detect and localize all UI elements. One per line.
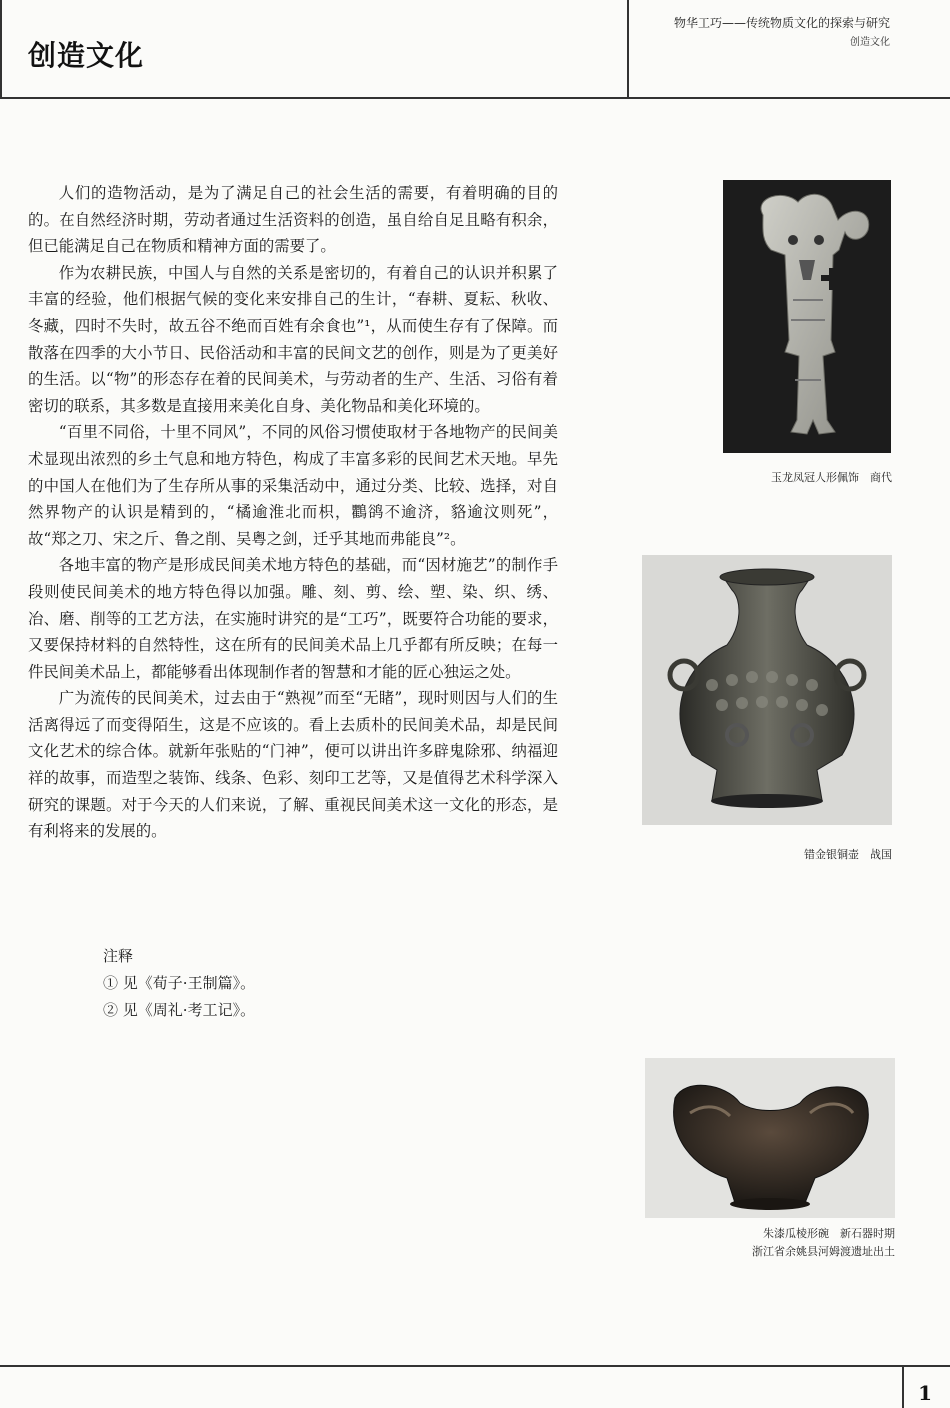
figure-caption: 错金银铜壶 战国 (804, 848, 892, 861)
figure-caption: 玉龙凤冠人形佩饰 商代 (771, 471, 892, 484)
figure-caption: 朱漆瓜棱形碗 新石器时期 (763, 1227, 895, 1240)
paragraph: 各地丰富的物产是形成民间美术地方特色的基础，而“因材施艺”的制作手段则使民间美术的地方特色得以加强。雕、刻、剪、绘、塑、染、织、绣、冶、磨、削等的工艺方法，在实施时讲究的是“工巧”，既要符合功能的要求，又要保持材料的自然特性，这在所有的民间美术品上几乎都有所反映；在每一件民间美术品上，都能够看出体现制作者的智慧和才能的匠心独运之处。 (28, 556, 558, 681)
note-item (103, 997, 255, 1024)
footnotes (103, 943, 255, 1024)
header-divider (627, 0, 629, 98)
paragraph: 作为农耕民族，中国人与自然的关系是密切的，有着自己的认识并积累了丰富的经验，他们根据气候的变化来安排自己的生计，“春耕、夏耘、秋收、冬藏，四时不失时，故五谷不绝而百姓有余食也”¹，从而使生存有了保障。而散落在四季的大小节日、民俗活动和丰富的民间文艺的创作，则是为了更美好的生活。以“物”的形态存在着的民间美术，与劳动者的生产、生活、习俗有着密切的联系，其多数是直接用来美化自身、美化物品和美化环境的。 (28, 263, 558, 415)
note-text: 见《周礼·考工记》。 (122, 1001, 256, 1019)
note-marker: ① (103, 974, 119, 992)
notes-heading: 注释 (103, 947, 134, 965)
lacquer-bowl-image (645, 1058, 895, 1218)
figure-lacquer-bowl (645, 1058, 895, 1218)
figure-bronze-pot (642, 555, 892, 825)
note-text: 见《荀子·王制篇》。 (122, 974, 256, 992)
page-number: 1 (918, 1381, 932, 1405)
paragraph: 人们的造物活动，是为了满足自己的社会生活的需要，有着明确的目的的。在自然经济时期，劳动者通过生活资料的创造，虽自给自足且略有积余，但已能满足自己在物质和精神方面的需要了。 (28, 184, 558, 256)
note-item (103, 970, 255, 997)
series-title: 物华工巧——传统物质文化的探索与研究 (673, 16, 890, 30)
figure-jade-pendant (723, 180, 891, 453)
figure-caption-location: 浙江省余姚县河姆渡遗址出土 (752, 1245, 895, 1258)
footer-rule (0, 1365, 950, 1367)
note-marker: ② (103, 1001, 119, 1019)
header-left-edge (0, 0, 2, 98)
paragraph: “百里不同俗，十里不同风”，不同的风俗习惯使取材于各地物产的民间美术显现出浓烈的乡土气息和地方特色，构成了丰富多彩的民间艺术天地。早先的中国人在他们为了生存所从事的采集活动中，通过分类、比较、选择，对自然界物产的认识是精到的，“橘逾淮北而枳，鸜鹆不逾济，貉逾汶则死”，故“郑之刀、宋之斤、鲁之削、吴粤之剑，迁乎其地而弗能良”²。 (28, 423, 558, 548)
article-body (28, 180, 558, 845)
footer-divider (902, 1365, 904, 1408)
bronze-pot-image (642, 555, 892, 825)
jade-pendant-image (723, 180, 891, 453)
paragraph: 广为流传的民间美术，过去由于“熟视”而至“无睹”，现时则因与人们的生活离得远了而变得陌生，这是不应该的。看上去质朴的民间美术品，却是民间文化艺术的综合体。就新年张贴的“门神”，便可以讲出许多辟鬼除邪、纳福迎祥的故事，而造型之装饰、线条、色彩、刻印工艺等，又是值得艺术科学深入研究的课题。对于今天的人们来说，了解、重视民间美术这一文化的形态，是有利将来的发展的。 (28, 689, 558, 841)
section-title: 创造文化 (28, 39, 145, 72)
header-rule (0, 97, 950, 99)
series-subtitle: 创造文化 (850, 37, 890, 48)
